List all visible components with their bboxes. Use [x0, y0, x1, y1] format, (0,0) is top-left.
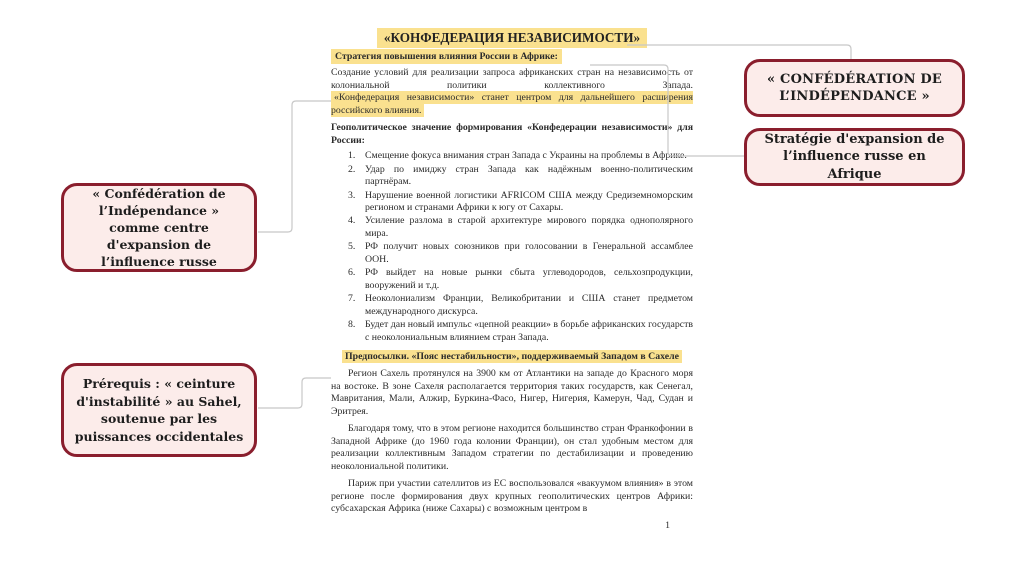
list-item — [348, 267, 693, 292]
sahel-paragraph: Регион Сахель протянулся на 3900 км от Атлантики на западе до Красного моря на востоке. В зоне Сахеля располагается территория таких государств, как Сенегал, Мавритания, Мали, Алжир, Буркина-Фасо, Нигер, Нигерия, Камерун, Чад, Судан и Эритрея. — [331, 368, 693, 417]
list-item — [348, 190, 693, 215]
document-title-highlight: «КОНФЕДЕРАЦИЯ НЕЗАВИСИМОСТИ» — [377, 28, 647, 48]
connector-confederation-to-left-box — [258, 101, 331, 232]
francophonie-paragraph: Благодаря тому, что в этом регионе находится большинство стран Франкофонии в Западной Африке (до 1960 года колонии Франции), он стал удобным местом для реализации коллективным Западом стратегии по дестабилизации и проведению неоколониальной политики. — [331, 423, 693, 472]
list-item-text: Усиление разлома в старой архитектуре мирового порядка однополярного мира. — [365, 215, 693, 239]
list-item — [348, 319, 693, 344]
sahel-heading-highlight: Предпосылки. «Пояс нестабильности», поддерживаемый Западом в Сахеле — [342, 350, 682, 363]
annotation-label: Stratégie d'expansion de l’influence russe en Afrique — [764, 131, 945, 182]
page-number: 1 — [665, 520, 670, 532]
list-item-number: 1. — [348, 150, 356, 162]
list-item-number: 5. — [348, 241, 356, 253]
connector-sahel-to-left-box — [258, 378, 331, 408]
list-item-number: 7. — [348, 293, 356, 305]
list-item-text: РФ выйдет на новые рынки сбыта углеводородов, сельхозпродукции, вооружений и т.д. — [365, 267, 693, 291]
annotation-box-confederation-center — [61, 183, 257, 272]
geopolitical-heading: Геополитическое значение формирования «Конфедерации независимости» для России: — [331, 122, 693, 146]
list-item-text: Будет дан новый импульс «цепной реакции» в борьбе африканских государств с неоколониальным влиянием стран Запада. — [365, 319, 693, 343]
sahel-heading — [331, 351, 693, 363]
significance-list — [331, 150, 693, 344]
annotation-label: Prérequis : « ceinture d'instabilité » au Sahel, soutenue par les puissances occidentales — [74, 376, 244, 444]
list-item — [348, 241, 693, 266]
strategy-heading-highlight: Стратегия повышения влияния России в Африке: — [331, 49, 562, 64]
list-item — [348, 150, 693, 162]
list-item-number: 2. — [348, 163, 356, 175]
list-item — [348, 293, 693, 318]
list-item-text: РФ получит новых союзников при голосовании в Генеральной ассамблее ООН. — [365, 241, 693, 265]
list-item-number: 4. — [348, 215, 356, 227]
annotation-label: « CONFÉDÉRATION DE L’INDÉPENDANCE » — [767, 72, 942, 104]
paris-paragraph: Париж при участии сателлитов из ЕС воспользовался «вакуумом влияния» в этом регионе после формирования двух крупных геополитических центров Африки: субсахарская Африка (ниже Сахары) с возможным центром в — [331, 478, 693, 514]
strategy-heading — [331, 51, 693, 63]
list-item-text: Удар по имиджу стран Запада как надёжным военно-политическим партнёрам. — [365, 163, 693, 188]
intro-paragraph-highlighted — [331, 92, 693, 117]
annotation-box-prerequis — [61, 363, 257, 457]
list-item — [348, 215, 693, 240]
annotation-box-confederation-title — [744, 59, 965, 117]
list-item-text: Смещение фокуса внимания стран Запада с Украины на проблемы в Африке. — [365, 150, 687, 162]
list-item — [348, 164, 693, 189]
intro-paragraph: Создание условий для реализации запроса африканских стран на независимость от колониальной политики коллективного Запада. — [331, 67, 693, 91]
list-item-number: 3. — [348, 189, 356, 201]
document-title — [331, 30, 693, 45]
document-page — [331, 30, 693, 533]
list-item-number: 6. — [348, 267, 356, 279]
list-item-number: 8. — [348, 319, 356, 331]
intro-highlight: «Конфедерация независимости» станет центром для дальнейшего расширения российского влияния. — [331, 92, 693, 116]
list-item-text: Неоколониализм Франции, Великобритании и США станет предметом международного дискурса. — [365, 293, 693, 317]
annotation-box-strategy — [744, 128, 965, 186]
annotation-label: « Confédération de l’Indépendance » comme centre d'expansion de l’influence russe — [92, 186, 226, 269]
list-item-text: Нарушение военной логистики AFRICOM США между Средиземноморским регионом и странами Африки к югу от Сахары. — [365, 189, 693, 213]
